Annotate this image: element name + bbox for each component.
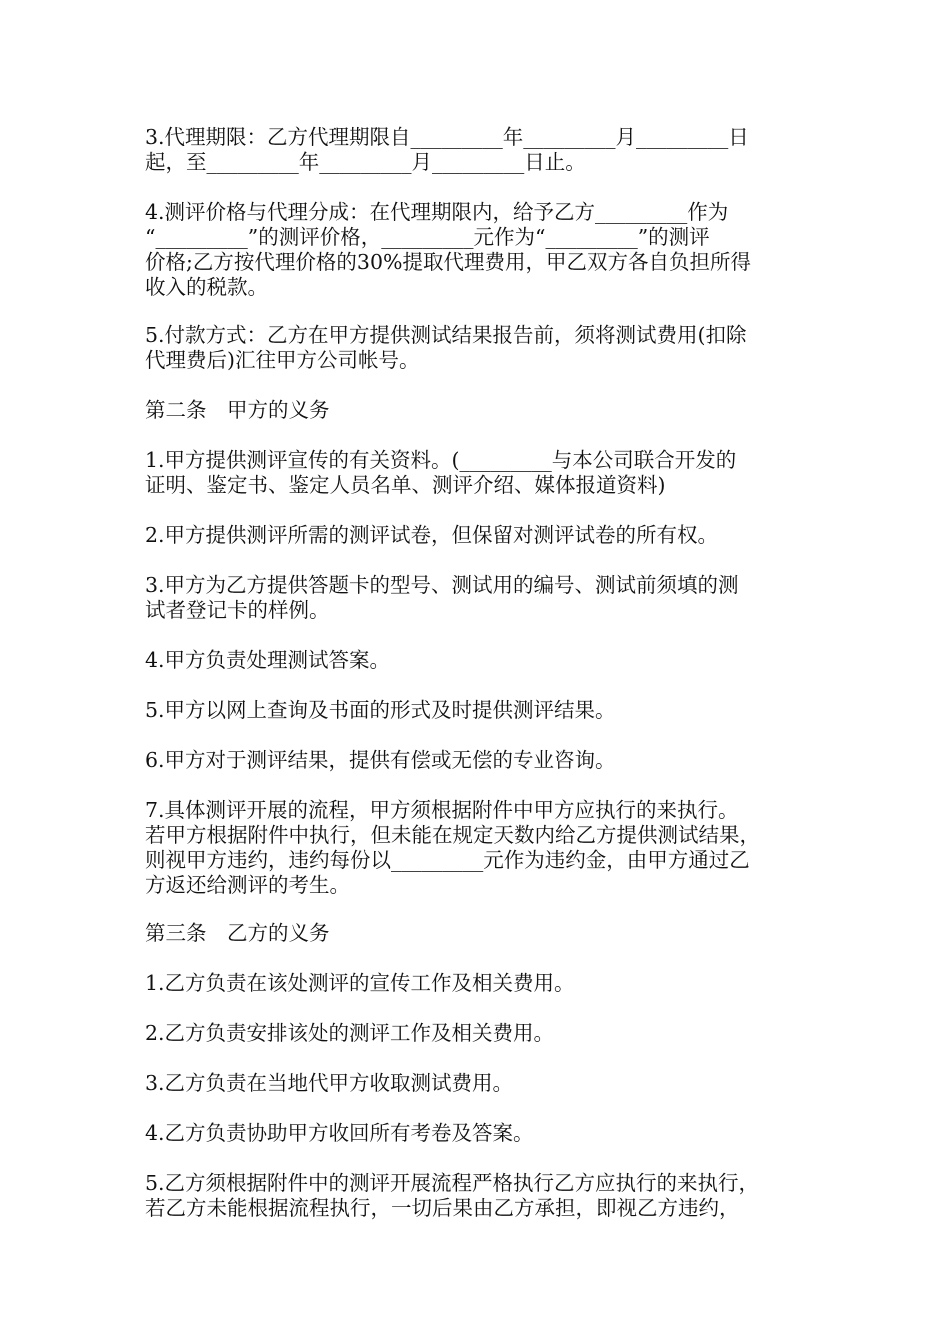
text-line: 3.乙方负责在当地代甲方收取测试费用。: [145, 1071, 514, 1095]
party-b-duty-2: [145, 1021, 825, 1046]
text-line: 若乙方未能根据流程执行，一切后果由乙方承担，即视乙方违约，: [145, 1196, 740, 1220]
text-line: 第二条 甲方的义务: [145, 398, 330, 422]
section-heading-party-a: [145, 398, 825, 423]
text-line: 4.测评价格与代理分成：在代理期限内，给予乙方_________作为: [145, 200, 729, 224]
text-line: 1.乙方负责在该处测评的宣传工作及相关费用。: [145, 971, 575, 995]
text-line: 代理费后)汇往甲方公司帐号。: [145, 348, 420, 372]
party-a-duty-7: [145, 798, 825, 898]
party-b-duty-1: [145, 971, 825, 996]
party-a-duty-6: [145, 748, 825, 773]
text-line: 起，至_________年_________月_________日止。: [145, 150, 586, 174]
text-line: 4.甲方负责处理测试答案。: [145, 648, 391, 672]
text-line: 3.甲方为乙方提供答题卡的型号、测试用的编号、测试前须填的测: [145, 573, 739, 597]
text-line: 7.具体测评开展的流程，甲方须根据附件中甲方应执行的来执行。: [145, 798, 739, 822]
text-line: 试者登记卡的样例。: [145, 598, 330, 622]
text-line: 第三条 乙方的义务: [145, 921, 330, 945]
text-line: 若甲方根据附件中执行，但未能在规定天数内给乙方提供测试结果，: [145, 823, 760, 847]
clause-agency-term: [145, 125, 825, 175]
text-line: 5.甲方以网上查询及书面的形式及时提供测评结果。: [145, 698, 616, 722]
text-line: 6.甲方对于测评结果，提供有偿或无偿的专业咨询。: [145, 748, 616, 772]
text-line: 价格;乙方按代理价格的30%提取代理费用，甲乙双方各自负担所得: [145, 250, 751, 274]
party-a-duty-3: [145, 573, 825, 623]
clause-pricing-commission: [145, 200, 825, 300]
party-a-duty-4: [145, 648, 825, 673]
party-b-duty-3: [145, 1071, 825, 1096]
clause-payment-method: [145, 323, 825, 373]
text-line: 4.乙方负责协助甲方收回所有考卷及答案。: [145, 1121, 534, 1145]
text-line: 则视甲方违约，违约每份以_________元作为违约金，由甲方通过乙: [145, 848, 750, 872]
text-line: 2.乙方负责安排该处的测评工作及相关费用。: [145, 1021, 555, 1045]
party-a-duty-2: [145, 523, 825, 548]
text-line: 1.甲方提供测评宣传的有关资料。(_________与本公司联合开发的: [145, 448, 737, 472]
text-line: “_________”的测评价格，_________元作为“_________”的测评: [145, 225, 710, 249]
text-line: 3.代理期限：乙方代理期限自_________年_________月_________日: [145, 125, 749, 149]
party-b-duty-5: [145, 1171, 825, 1221]
text-line: 5.付款方式：乙方在甲方提供测试结果报告前，须将测试费用(扣除: [145, 323, 747, 347]
text-line: 2.甲方提供测评所需的测评试卷，但保留对测评试卷的所有权。: [145, 523, 719, 547]
party-b-duty-4: [145, 1121, 825, 1146]
text-line: 证明、鉴定书、鉴定人员名单、测评介绍、媒体报道资料): [145, 473, 666, 497]
text-line: 5.乙方须根据附件中的测评开展流程严格执行乙方应执行的来执行，: [145, 1171, 760, 1195]
party-a-duty-1: [145, 448, 825, 498]
text-line: 收入的税款。: [145, 275, 268, 299]
text-line: 方返还给测评的考生。: [145, 873, 350, 897]
section-heading-party-b: [145, 921, 825, 946]
party-a-duty-5: [145, 698, 825, 723]
